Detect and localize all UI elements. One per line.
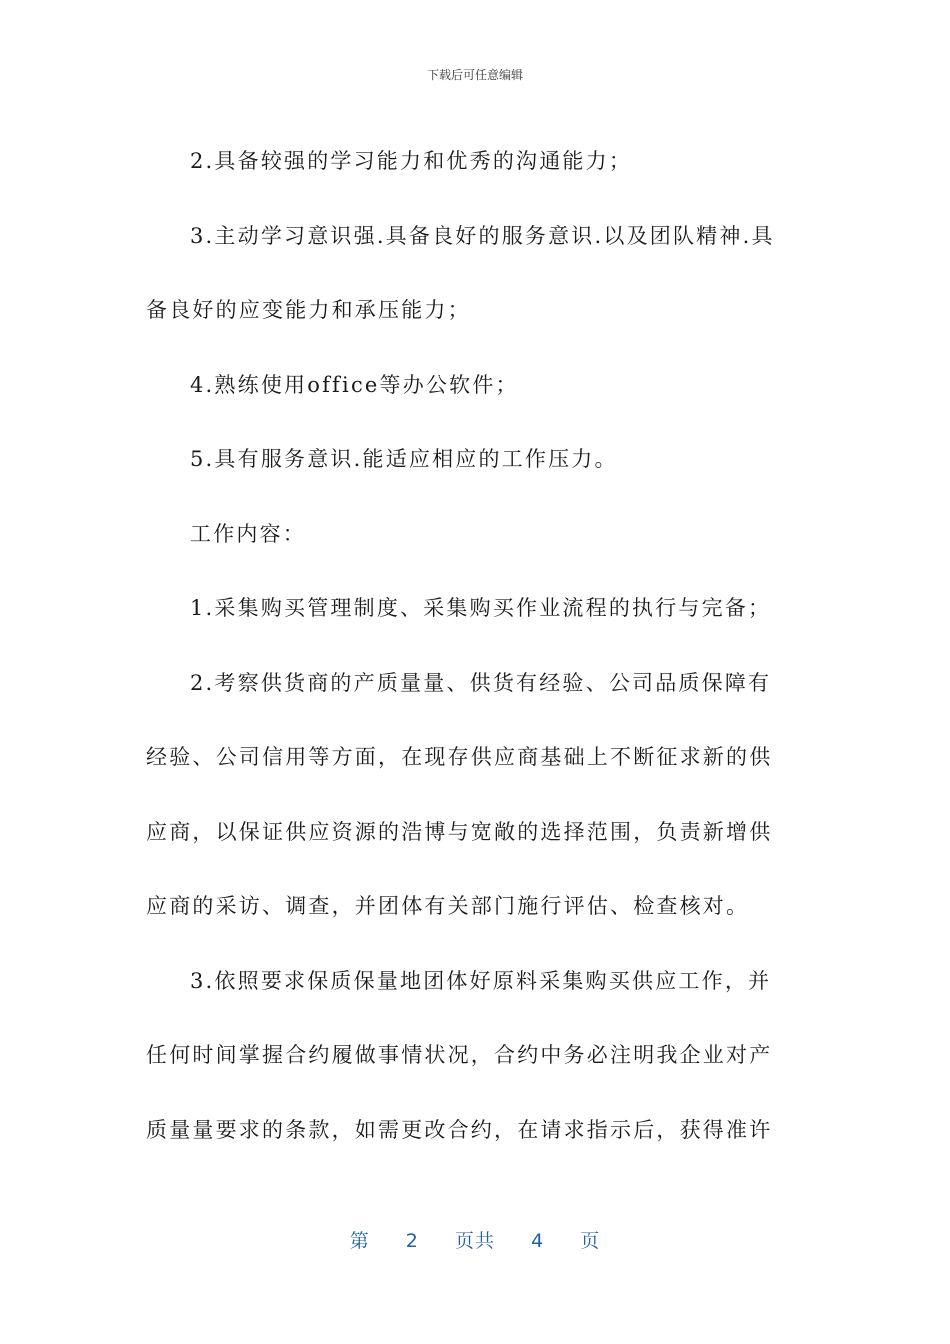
paragraph-line: 3.依照要求保质保量地团体好原料采集购买供应工作，并 (190, 968, 772, 993)
paragraph-line: 备良好的应变能力和承压能力； (146, 298, 471, 322)
total-pages-number: 4 (531, 1230, 545, 1252)
paragraph-line: 经验、公司信用等方面，在现存供应商基础上不断征求新的供 (146, 745, 773, 769)
footer-suffix: 页 (580, 1230, 601, 1252)
paragraph-line: 5.具有服务意识.能适应相应的工作压力。 (190, 447, 618, 471)
document-body (146, 124, 806, 1167)
paragraph-line: 3.主动学习意识强.具备良好的服务意识.以及团队精神.具 (190, 223, 775, 248)
paragraph-line: 2.考察供货商的产质量量、供货有经验、公司品质保障有 (190, 670, 772, 695)
paragraph-line: 任何时间掌握合约履做事情状况，合约中务必注明我企业对产 (146, 1043, 773, 1067)
paragraph-line: 1.采集购买管理制度、采集购买作业流程的执行与完备； (190, 596, 772, 620)
section-heading: 工作内容： (190, 521, 306, 546)
paragraph-line: 应商的采访、调查，并团体有关部门施行评估、检查核对。 (146, 894, 750, 918)
paragraph-line: 质量量要求的条款，如需更改合约，在请求指示后，获得准许 (146, 1117, 773, 1142)
paragraph-line: 4.熟练使用office等办公软件； (190, 372, 519, 397)
paragraph-line: 2.具备较强的学习能力和优秀的沟通能力； (190, 149, 633, 173)
page-number-footer (0, 1226, 950, 1253)
paragraph-line: 应商，以保证供应资源的浩博与宽敞的选择范围，负责新增供 (146, 819, 773, 844)
footer-prefix: 第 (349, 1230, 370, 1252)
footer-middle: 页共 (454, 1230, 495, 1252)
page-header: 下载后可任意编辑 (426, 68, 523, 82)
current-page-number: 2 (405, 1230, 419, 1252)
